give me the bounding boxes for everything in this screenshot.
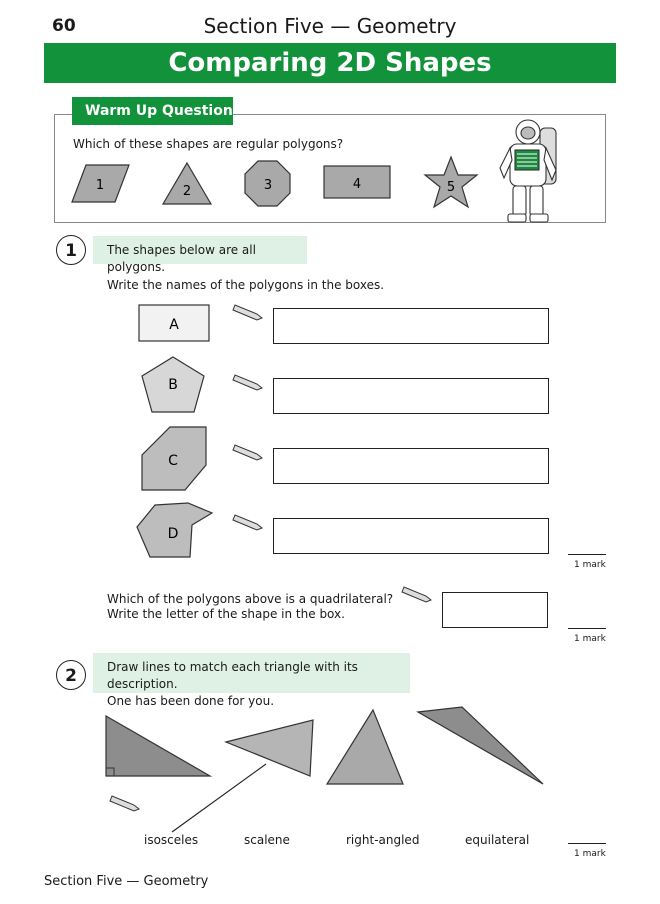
answer-box-c[interactable] [273,448,549,484]
q1-sub-question-line2: Write the letter of the shape in the box. [107,607,345,621]
astronaut-illustration [500,120,556,222]
q1-shape-b-pentagon [142,357,204,412]
answer-box-b[interactable] [273,378,549,414]
warm-shape-5-star [425,157,477,207]
q1-shape-label-d: D [167,526,179,542]
quadrilateral-answer-box[interactable] [442,592,548,628]
pencil-icon [233,515,262,530]
pencil-icon [110,796,139,811]
warm-shape-label-4: 4 [352,177,362,192]
q1-shape-a-rectangle [139,305,209,341]
label-equilateral[interactable]: equilateral [465,833,530,847]
q2-note [93,653,410,708]
q2-triangle-right-angled [106,716,210,776]
mark-label: 1 mark [574,560,606,570]
page-title-banner: Comparing 2D Shapes [44,43,616,83]
q1-note: The shapes below are all polygons. [93,236,307,264]
q1-shape-label-b: B [168,377,178,393]
warm-shape-3-octagon [245,161,290,206]
pencil-icon [233,445,262,460]
warm-shape-label-5: 5 [446,180,456,195]
mark-line [568,843,606,844]
q1-instruction: Write the names of the polygons in the boxes. [107,278,385,292]
q2-triangle-isosceles [418,707,543,784]
warm-shape-label-2: 2 [182,184,192,199]
label-right-angled[interactable]: right-angled [346,833,420,847]
q2-triangle-equilateral [327,710,403,784]
answer-box-a[interactable] [273,308,549,344]
q2-triangle-scalene [226,720,313,776]
q1-shape-label-a: A [169,317,179,333]
warm-shape-label-1: 1 [95,178,105,193]
mark-label: 1 mark [574,849,606,859]
pencil-icon [233,305,262,320]
answer-box-d[interactable] [273,518,549,554]
q1-shape-d-irregular [137,503,212,557]
question-number-1: 1 [56,235,86,265]
warm-shape-2-triangle [163,163,211,204]
q1-shape-c-hexagon [142,427,206,490]
label-scalene[interactable]: scalene [244,833,290,847]
pencil-icon [402,587,431,602]
section-title: Section Five — Geometry [203,14,457,38]
question-number-2: 2 [56,660,86,690]
page-number: 60 [52,16,76,36]
warm-shape-4-rectangle [324,166,390,198]
q1-shape-label-c: C [168,453,178,469]
q1-sub-question-line1: Which of the polygons above is a quadrilateral? [107,592,394,606]
warm-shape-1-parallelogram [72,165,129,202]
warm-up-question: Which of these shapes are regular polygons? [73,137,344,151]
q2-note-line2: One has been done for you. [107,694,275,708]
q2-note-line1: Draw lines to match each triangle with its description. [107,660,358,691]
mark-line [568,628,606,629]
warm-up-tab: Warm Up Question [72,97,233,125]
pencil-icon [233,375,262,390]
mark-label: 1 mark [574,634,606,644]
mark-line [568,554,606,555]
footer-section-title: Section Five — Geometry [44,874,209,889]
warm-shape-label-3: 3 [263,178,273,193]
label-isosceles[interactable]: isosceles [144,833,199,847]
